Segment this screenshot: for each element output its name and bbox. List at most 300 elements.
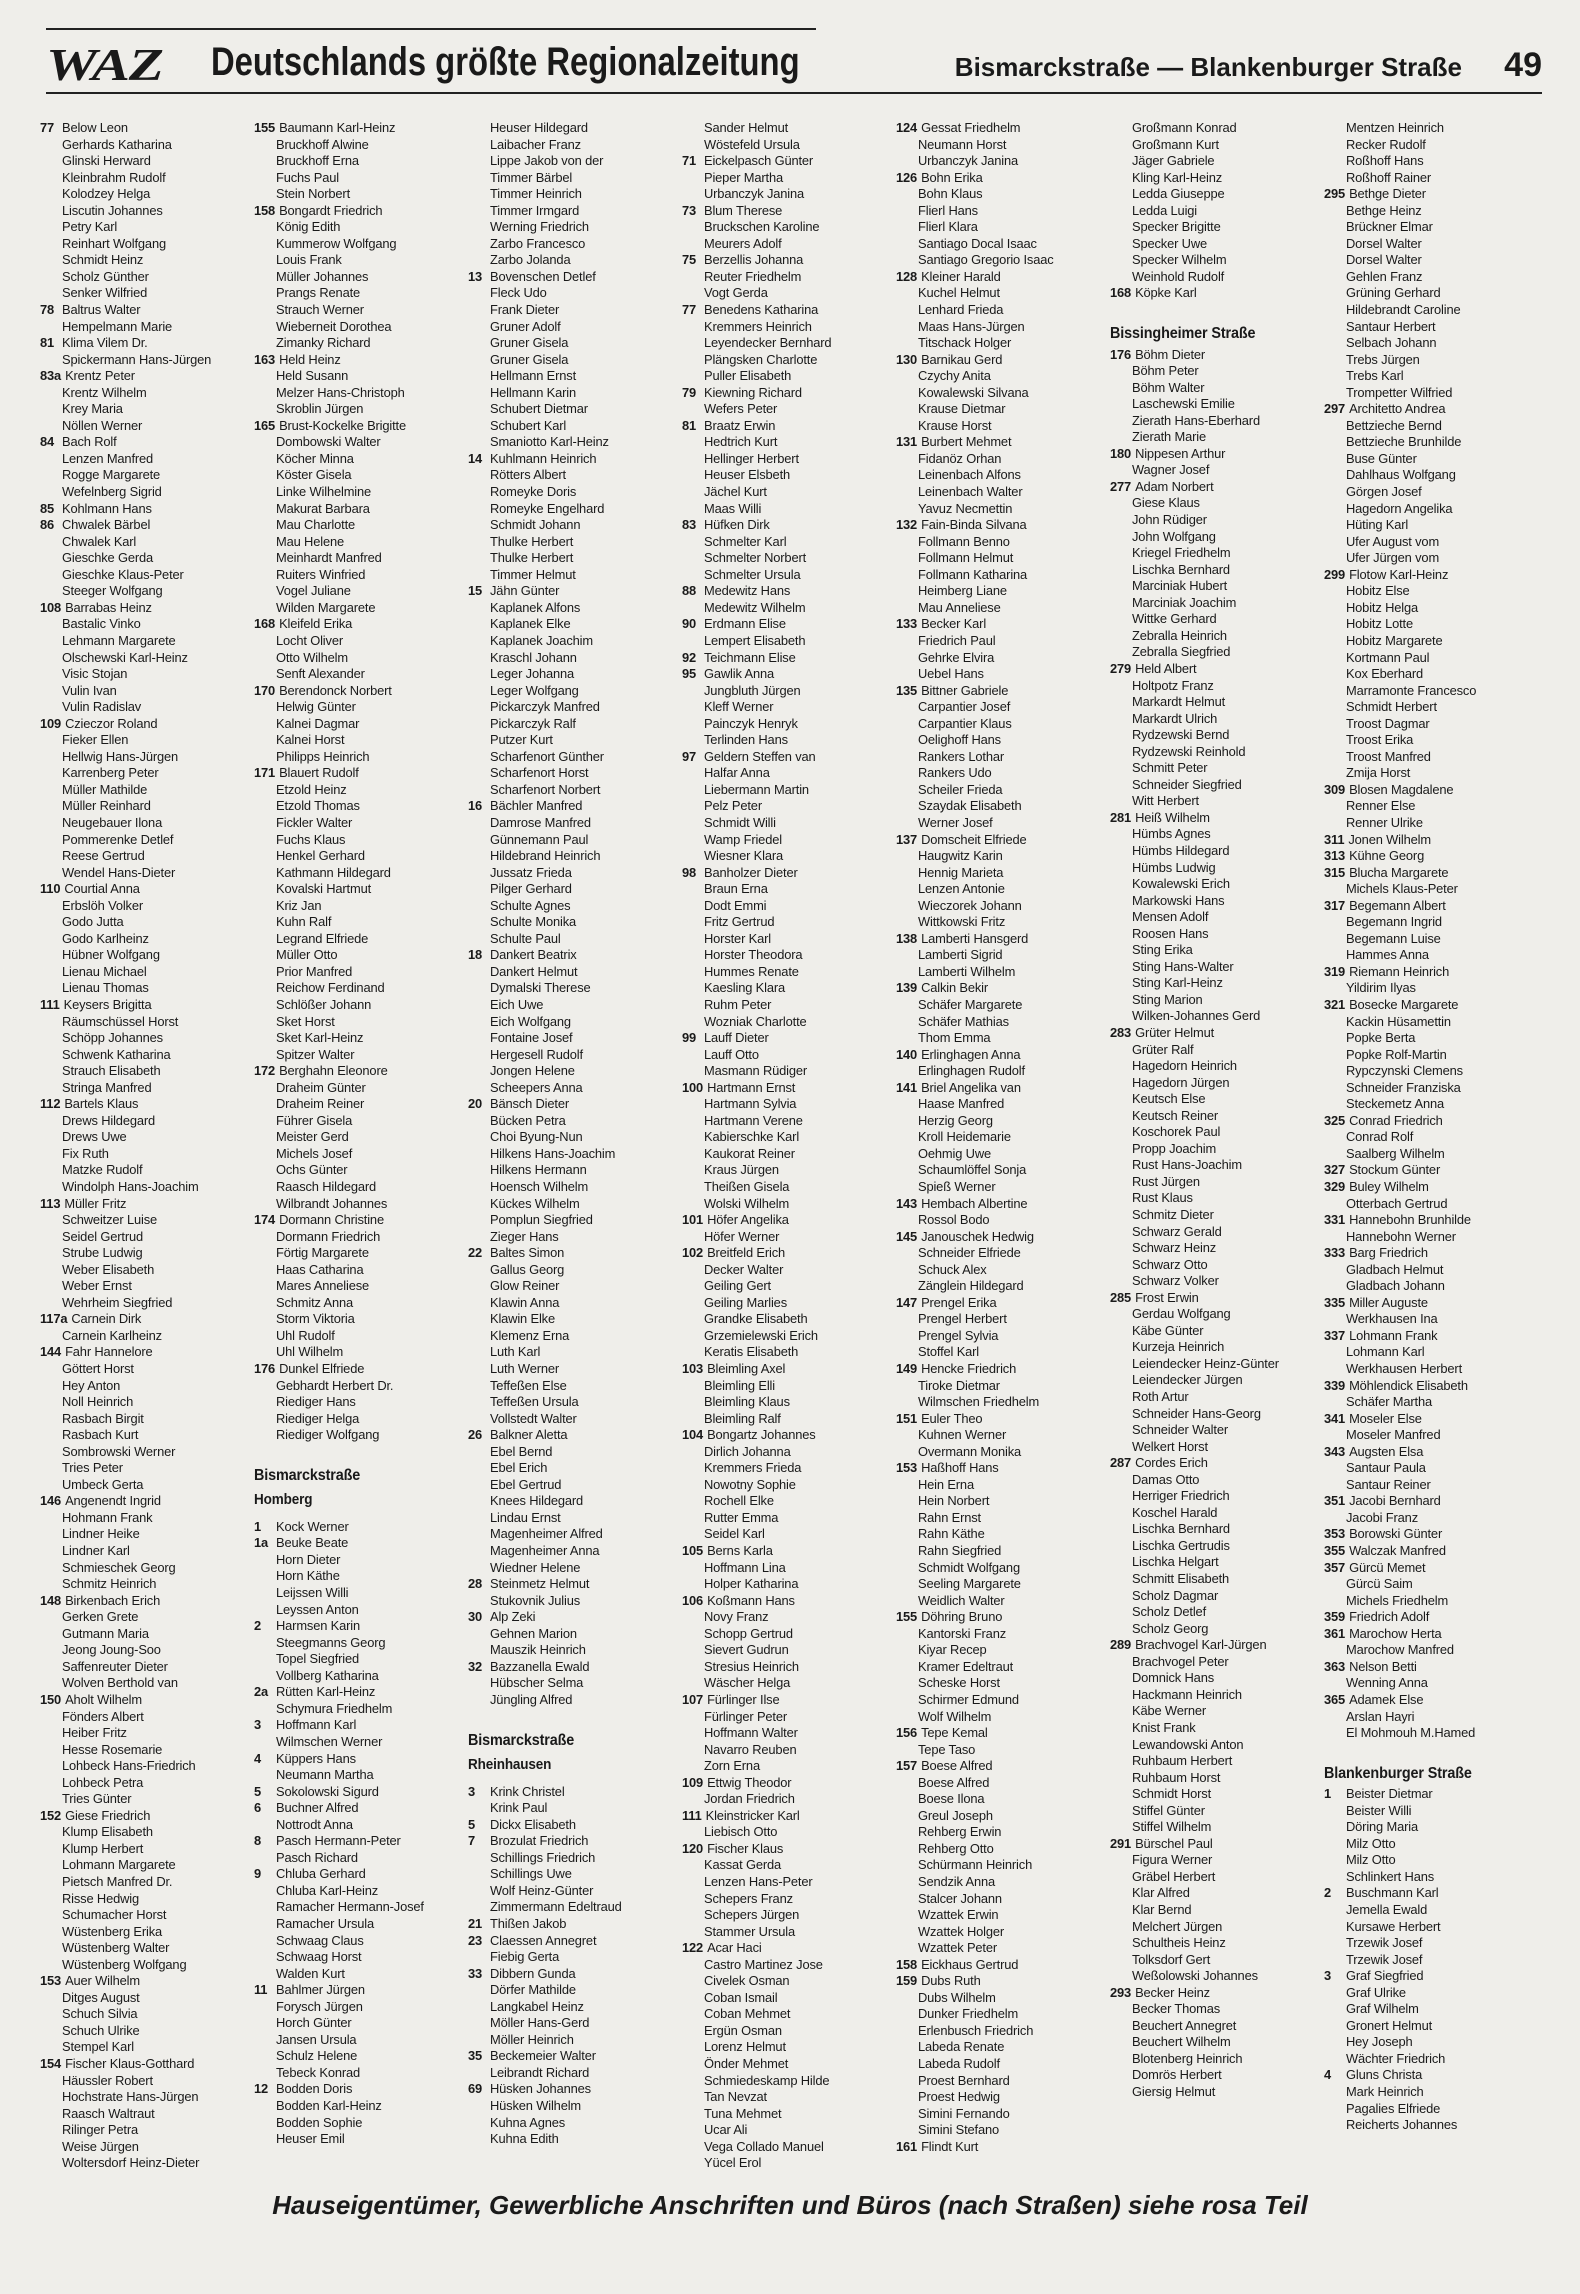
house-number <box>1110 1439 1132 1456</box>
house-number <box>1110 992 1132 1009</box>
house-number: 135 <box>896 682 918 698</box>
directory-entry <box>254 815 468 832</box>
house-number <box>40 1924 62 1941</box>
resident-name: Möhlendick Elisabeth <box>1349 1377 1468 1393</box>
resident-name: Stiffel Wilhelm <box>1132 1819 1212 1835</box>
house-number <box>40 1245 62 1262</box>
directory-entry <box>40 1311 254 1328</box>
house-number <box>254 832 276 849</box>
resident-name: Yücel Erol <box>704 2155 762 2170</box>
resident-name: Roth Artur <box>1132 1389 1189 1405</box>
resident-name: Koßmann Hans <box>707 1592 795 1608</box>
resident-name: Recker Rudolf <box>1346 136 1426 152</box>
house-number <box>896 1262 918 1279</box>
house-number: 14 <box>468 450 483 466</box>
house-number: 128 <box>896 268 918 284</box>
resident-name: Fontaine Josef <box>490 1030 573 1046</box>
resident-name: Kurzeja Heinrich <box>1132 1339 1225 1355</box>
house-number: 16 <box>468 798 483 814</box>
resident-name: Schlinkert Hans <box>1346 1868 1435 1884</box>
house-number: 5 <box>254 1783 262 1799</box>
directory-entry <box>682 1973 896 1990</box>
directory-entry <box>1110 446 1324 463</box>
directory-entry <box>682 1477 896 1494</box>
resident-name: Schneider Franziska <box>1346 1079 1461 1095</box>
house-number <box>1110 1902 1132 1919</box>
resident-name: Kalnei Dagmar <box>276 715 360 731</box>
house-number <box>40 418 62 435</box>
house-number: 363 <box>1324 1658 1346 1674</box>
house-number <box>896 1344 918 1361</box>
resident-name: Thißen Jakob <box>490 1915 567 1931</box>
house-number <box>1324 484 1346 501</box>
house-number <box>1110 236 1132 253</box>
house-number <box>1110 363 1132 380</box>
house-number <box>254 732 276 749</box>
directory-entry <box>1324 931 1538 948</box>
house-number <box>254 319 276 336</box>
resident-name: Grüter Ralf <box>1132 1041 1194 1057</box>
resident-name: Fix Ruth <box>62 1145 109 1161</box>
directory-entry <box>1324 1709 1538 1726</box>
house-number: 6 <box>254 1800 262 1816</box>
resident-name: Renner Ulrike <box>1346 814 1423 830</box>
resident-name: Lohmann Margarete <box>62 1857 176 1873</box>
directory-entry <box>1110 744 1324 761</box>
directory-entry <box>254 385 468 402</box>
resident-name: Jungbluth Jürgen <box>704 682 801 698</box>
house-number: 171 <box>254 765 276 781</box>
house-number <box>254 1196 276 1213</box>
resident-name: Spickermann Hans-Jürgen <box>62 351 212 367</box>
directory-entry <box>254 1883 468 1900</box>
directory-entry <box>682 1394 896 1411</box>
house-number <box>254 335 276 352</box>
house-number <box>682 2056 704 2073</box>
directory-entry <box>896 2106 1110 2123</box>
house-number: 145 <box>896 1228 918 1244</box>
directory-entry <box>468 236 682 253</box>
house-number <box>1110 760 1132 777</box>
directory-entry <box>468 203 682 220</box>
directory-entry <box>40 1344 254 1361</box>
house-number: 359 <box>1324 1609 1346 1625</box>
house-number <box>896 699 918 716</box>
resident-name: Kuhn Ralf <box>276 914 332 930</box>
directory-entry <box>896 1709 1110 1726</box>
directory-entry <box>682 1427 896 1444</box>
resident-name: Stringa Manfred <box>62 1079 152 1095</box>
house-number <box>468 368 490 385</box>
resident-name: Hartmann Verene <box>704 1112 803 1128</box>
directory-entry <box>40 765 254 782</box>
house-number <box>254 964 276 981</box>
directory-entry <box>40 1295 254 1312</box>
directory-entry <box>896 666 1110 683</box>
house-number <box>40 1576 62 1593</box>
resident-name: Wüstenberg Wolfgang <box>62 1956 187 1972</box>
directory-entry <box>468 947 682 964</box>
house-number <box>1324 2001 1346 2018</box>
directory-entry <box>682 418 896 435</box>
house-number <box>682 931 704 948</box>
resident-name: Eickhaus Gertrud <box>921 1956 1019 1972</box>
directory-entry <box>254 1866 468 1883</box>
directory-entry <box>1110 562 1324 579</box>
directory-entry <box>682 451 896 468</box>
house-number <box>468 1800 490 1817</box>
house-number <box>254 600 276 617</box>
resident-name: Rankers Udo <box>918 765 992 781</box>
directory-entry <box>682 1891 896 1908</box>
directory-entry <box>682 1742 896 1759</box>
house-number: 146 <box>40 1493 62 1509</box>
directory-entry <box>468 1278 682 1295</box>
resident-name: Gruner Gisela <box>490 335 569 351</box>
resident-name: Masmann Rüdiger <box>704 1063 808 1079</box>
directory-entry <box>682 1146 896 1163</box>
directory-entry <box>896 1460 1110 1477</box>
house-number <box>896 1742 918 1759</box>
directory-entry <box>1324 550 1538 567</box>
directory-entry <box>682 2039 896 2056</box>
resident-name: Bethge Dieter <box>1349 186 1426 202</box>
resident-name: Raasch Waltraut <box>62 2105 155 2121</box>
resident-name: Proest Hedwig <box>918 2089 1000 2105</box>
directory-entry <box>1324 914 1538 931</box>
house-number <box>40 534 62 551</box>
directory-entry <box>40 1659 254 1676</box>
directory-entry <box>254 186 468 203</box>
resident-name: Uhl Rudolf <box>276 1327 335 1343</box>
resident-name: Steegmanns Georg <box>276 1634 386 1650</box>
directory-entry <box>682 1725 896 1742</box>
resident-name: Kovalski Hartmut <box>276 881 372 897</box>
newspaper-tagline: Deutschlands größte Regionalzeitung <box>211 40 800 84</box>
house-number <box>254 1295 276 1312</box>
directory-entry <box>254 1146 468 1163</box>
house-number <box>896 219 918 236</box>
directory-entry <box>1324 1096 1538 1113</box>
resident-name: Lehmann Margarete <box>62 632 176 648</box>
house-number: 107 <box>682 1691 704 1707</box>
directory-entry <box>1324 2067 1538 2084</box>
directory-entry <box>40 716 254 733</box>
resident-name: Keysers Brigitta <box>63 996 152 1012</box>
house-number: 157 <box>896 1758 918 1774</box>
resident-name: Lauff Dieter <box>704 1030 769 1046</box>
resident-name: Grüning Gerhard <box>1346 285 1441 301</box>
resident-name: Klemenz Erna <box>490 1327 570 1343</box>
house-number <box>1110 826 1132 843</box>
resident-name: Medewitz Hans <box>704 583 791 599</box>
house-number <box>896 153 918 170</box>
house-number <box>896 2073 918 2090</box>
house-number <box>896 550 918 567</box>
house-number <box>1324 616 1346 633</box>
resident-name: Theißen Gisela <box>704 1179 790 1194</box>
house-number <box>254 1378 276 1395</box>
resident-name: Knist Frank <box>1132 1719 1196 1735</box>
resident-name: Schmitz Anna <box>276 1294 354 1310</box>
resident-name: Michels Klaus-Peter <box>1346 881 1458 897</box>
resident-name: Brust-Kockelke Brigitte <box>279 417 406 433</box>
resident-name: Proest Bernhard <box>918 2072 1010 2088</box>
house-number <box>1110 876 1132 893</box>
resident-name: Schulte Agnes <box>490 897 571 913</box>
resident-name: Melchert Jürgen <box>1132 1918 1223 1934</box>
house-number <box>1110 1703 1132 1720</box>
resident-name: Neumann Horst <box>918 136 1007 152</box>
house-number <box>1110 1770 1132 1787</box>
resident-name: Smaniotto Karl-Heinz <box>490 434 609 450</box>
resident-name: Prengel Erika <box>921 1294 997 1310</box>
house-number <box>1324 815 1346 832</box>
house-number <box>1324 1394 1346 1411</box>
resident-name: Möller Heinrich <box>490 2031 574 2047</box>
directory-entry <box>40 1328 254 1345</box>
directory-entry <box>1324 1919 1538 1936</box>
resident-name: Drews Hildegard <box>62 1112 156 1128</box>
house-number <box>1110 1869 1132 1886</box>
house-number <box>40 1477 62 1494</box>
resident-name: Wieberneit Dorothea <box>276 318 392 334</box>
directory-entry <box>468 1543 682 1560</box>
resident-name: Lohmann Karl <box>1346 1344 1425 1360</box>
resident-name: Kummerow Wolfgang <box>276 235 397 251</box>
house-number <box>1324 1262 1346 1279</box>
house-number: 140 <box>896 1046 918 1062</box>
house-number <box>40 980 62 997</box>
directory-entry <box>40 2073 254 2090</box>
house-number <box>682 1311 704 1328</box>
house-number <box>896 650 918 667</box>
directory-entry <box>896 401 1110 418</box>
house-number <box>40 1560 62 1577</box>
house-number <box>682 1824 704 1841</box>
resident-name: Hoffmann Lina <box>704 1559 786 1575</box>
directory-entry <box>40 1709 254 1726</box>
house-number <box>1324 1477 1346 1494</box>
directory-column <box>1324 120 1538 2170</box>
house-number <box>40 782 62 799</box>
house-number <box>40 1742 62 1759</box>
resident-name: Miller Auguste <box>1349 1294 1428 1310</box>
house-number <box>1324 1080 1346 1097</box>
house-number <box>254 186 276 203</box>
directory-entry <box>896 1609 1110 1626</box>
house-number <box>896 1096 918 1113</box>
directory-entry <box>1110 1637 1324 1654</box>
house-number: 4 <box>254 1750 262 1766</box>
house-number <box>682 997 704 1014</box>
directory-entry <box>1110 1952 1324 1969</box>
house-number <box>682 1047 704 1064</box>
resident-name: Jordan Friedrich <box>704 1791 795 1807</box>
resident-name: Klump Herbert <box>62 1840 144 1856</box>
resident-name: Timmer Helmut <box>490 566 576 582</box>
directory-entry <box>682 865 896 882</box>
resident-name: Wäscher Helga <box>704 1675 791 1691</box>
resident-name: Chwalek Bärbel <box>62 517 151 533</box>
directory-entry <box>896 467 1110 484</box>
directory-entry <box>468 699 682 716</box>
resident-name: Berendonck Norbert <box>279 682 392 698</box>
house-number <box>682 1709 704 1726</box>
house-number <box>682 732 704 749</box>
house-number <box>1110 860 1132 877</box>
directory-entry <box>1324 1162 1538 1179</box>
house-number <box>40 832 62 849</box>
resident-name: Gessat Friedhelm <box>921 120 1021 135</box>
house-number <box>254 898 276 915</box>
resident-name: Kaplanek Joachim <box>490 632 593 648</box>
house-number: 35 <box>468 2048 483 2064</box>
directory-entry <box>682 1957 896 1974</box>
directory-entry <box>468 1916 682 1933</box>
directory-entry <box>1110 1720 1324 1737</box>
house-number: 365 <box>1324 1691 1346 1707</box>
resident-name: Vulin Radislav <box>62 699 142 715</box>
directory-entry <box>468 1966 682 1983</box>
directory-entry <box>682 236 896 253</box>
resident-name: Lindner Heike <box>62 1526 140 1542</box>
house-number <box>1110 462 1132 479</box>
house-number <box>1324 1819 1346 1836</box>
directory-entry <box>468 1883 682 1900</box>
directory-entry <box>1110 876 1324 893</box>
resident-name: Wzattek Holger <box>918 1923 1005 1939</box>
directory-entry <box>896 252 1110 269</box>
directory-entry <box>468 749 682 766</box>
house-number <box>40 914 62 931</box>
house-number <box>1324 931 1346 948</box>
resident-name: Arslan Hayri <box>1346 1708 1415 1724</box>
house-number <box>1324 666 1346 683</box>
house-number <box>682 2039 704 2056</box>
directory-entry <box>682 2139 896 2156</box>
house-number: 325 <box>1324 1112 1346 1128</box>
house-number: 315 <box>1324 864 1346 880</box>
resident-name: Sting Karl-Heinz <box>1132 975 1223 991</box>
resident-name: Horch Günter <box>276 2015 352 2031</box>
house-number <box>1110 269 1132 286</box>
house-number <box>896 1179 918 1196</box>
directory-entry <box>1110 1124 1324 1141</box>
house-number <box>1324 2034 1346 2051</box>
house-number <box>1110 1091 1132 1108</box>
house-number <box>1110 1058 1132 1075</box>
directory-entry <box>1324 1836 1538 1853</box>
directory-entry <box>468 1427 682 1444</box>
directory-entry <box>1324 716 1538 733</box>
directory-entry <box>682 1526 896 1543</box>
resident-name: Greul Joseph <box>918 1807 993 1823</box>
resident-name: Blucha Margarete <box>1349 864 1449 880</box>
resident-name: Dunkel Elfriede <box>279 1361 365 1377</box>
directory-entry <box>254 2131 468 2148</box>
house-number: 23 <box>468 1932 483 1948</box>
directory-entry <box>254 335 468 352</box>
house-number <box>682 683 704 700</box>
directory-entry <box>468 1866 682 1883</box>
directory-entry <box>468 1096 682 1113</box>
resident-name: Specker Wilhelm <box>1132 252 1227 268</box>
resident-name: Draheim Reiner <box>276 1096 365 1112</box>
house-number <box>468 1526 490 1543</box>
house-number <box>1324 633 1346 650</box>
house-number <box>1110 413 1132 430</box>
directory-entry <box>468 1784 682 1801</box>
directory-entry <box>896 650 1110 667</box>
directory-entry <box>40 1262 254 1279</box>
resident-name: Begemann Albert <box>1349 897 1446 913</box>
resident-name: Koschorek Paul <box>1132 1124 1221 1140</box>
house-number <box>1324 1642 1346 1659</box>
resident-name: Dodt Emmi <box>704 897 767 913</box>
resident-name: Prengel Herbert <box>918 1311 1007 1327</box>
directory-entry <box>896 2089 1110 2106</box>
directory-entry <box>1110 1803 1324 1820</box>
house-number <box>1324 1852 1346 1869</box>
directory-entry <box>468 1510 682 1527</box>
house-number <box>1324 1675 1346 1692</box>
house-number <box>896 1907 918 1924</box>
resident-name: Hedtrich Kurt <box>704 434 778 450</box>
directory-entry <box>682 765 896 782</box>
resident-name: Kleiner Harald <box>921 268 1001 284</box>
resident-name: Mark Heinrich <box>1346 2083 1424 2099</box>
house-number <box>1110 1472 1132 1489</box>
resident-name: Hobitz Helga <box>1346 599 1419 615</box>
house-number: 180 <box>1110 445 1132 461</box>
resident-name: Senft Alexander <box>276 666 365 682</box>
house-number <box>468 1162 490 1179</box>
house-number: 30 <box>468 1609 483 1625</box>
resident-name: Rogge Margarete <box>62 467 161 483</box>
directory-entry <box>1110 137 1324 154</box>
resident-name: Troost Manfred <box>1346 748 1431 764</box>
directory-entry <box>468 1295 682 1312</box>
directory-entry <box>896 1907 1110 1924</box>
house-number: 97 <box>682 748 697 764</box>
directory-entry <box>254 1966 468 1983</box>
resident-name: Zarbo Francesco <box>490 235 586 251</box>
house-number <box>896 401 918 418</box>
house-number <box>40 1675 62 1692</box>
directory-entry <box>40 219 254 236</box>
house-number <box>468 236 490 253</box>
house-number <box>40 1857 62 1874</box>
directory-entry <box>40 1742 254 1759</box>
directory-entry <box>40 1857 254 1874</box>
directory-entry <box>468 1817 682 1834</box>
directory-entry <box>1324 1262 1538 1279</box>
house-number <box>1110 1207 1132 1224</box>
resident-name: Bongardt Friedrich <box>279 202 383 218</box>
directory-entry <box>896 2073 1110 2090</box>
resident-name: Fürlinger Peter <box>704 1708 788 1724</box>
house-number <box>40 1129 62 1146</box>
resident-name: Heiber Fritz <box>62 1725 127 1741</box>
resident-name: Alp Zeki <box>490 1609 536 1625</box>
resident-name: Schwaag Horst <box>276 1949 362 1965</box>
house-number: 113 <box>40 1195 61 1211</box>
directory-entry <box>896 1047 1110 1064</box>
directory-entry <box>682 931 896 948</box>
house-number <box>254 1047 276 1064</box>
directory-entry <box>1324 1675 1538 1692</box>
